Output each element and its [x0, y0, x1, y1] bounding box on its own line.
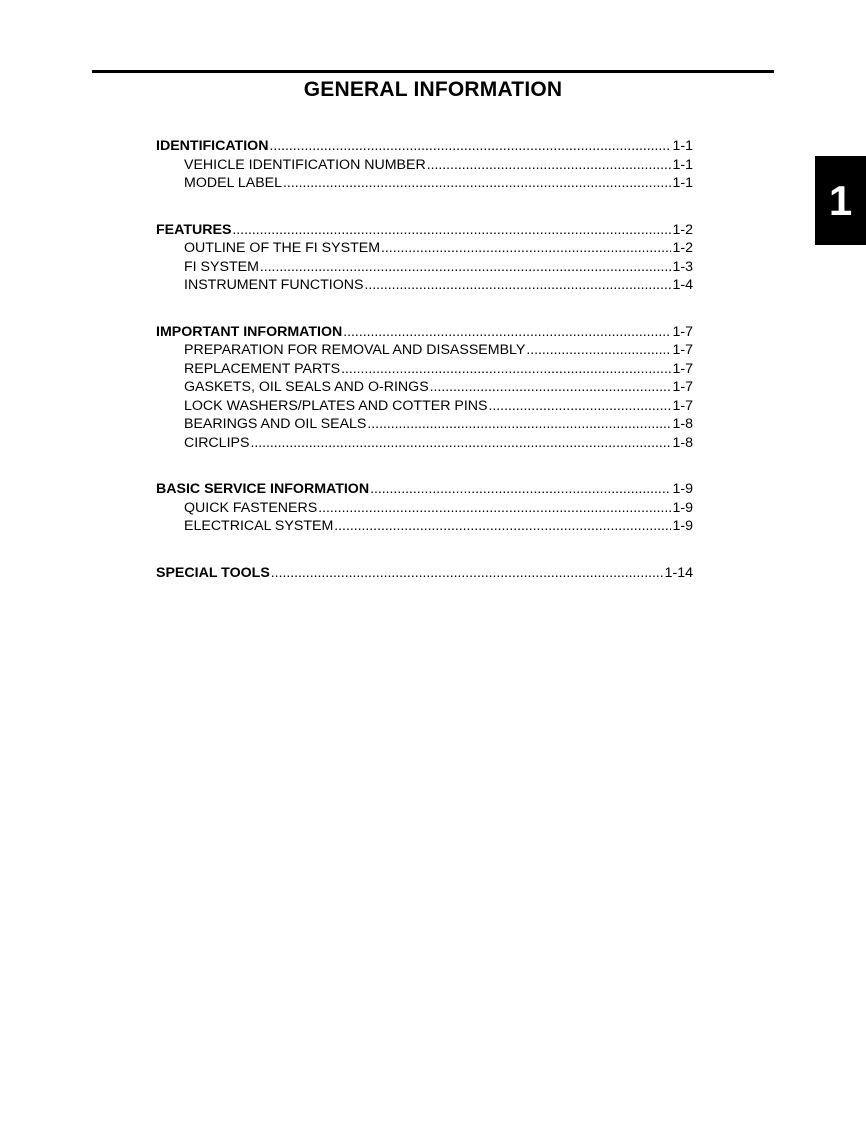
- toc-entry-basic-service-information[interactable]: [156, 479, 693, 498]
- toc-page-number: 1-4: [672, 277, 693, 293]
- toc-leader-dots: [341, 359, 671, 379]
- toc-leader-dots: [526, 340, 671, 360]
- toc-entry-title: INSTRUMENT FUNCTIONS: [184, 277, 364, 293]
- toc-entry-identification[interactable]: [156, 136, 693, 155]
- toc-page-number: 1-1: [672, 156, 693, 173]
- toc-page-number: 1-14: [664, 564, 693, 581]
- toc-entry-outline-of-fi-system[interactable]: [156, 238, 693, 257]
- toc-page-number: 1-7: [672, 360, 693, 377]
- toc-section-basic-service-information: [156, 479, 693, 535]
- toc-page-number: 1-7: [672, 323, 693, 340]
- chapter-tab: 1: [815, 156, 866, 245]
- toc-entry-instrument-functions[interactable]: [156, 275, 693, 294]
- toc-entry-preparation-for-removal[interactable]: [156, 340, 693, 359]
- toc-page-number: 1-7: [672, 397, 693, 414]
- table-of-contents: [156, 136, 693, 609]
- toc-leader-dots: [232, 220, 671, 240]
- toc-entry-model-label[interactable]: [156, 173, 693, 192]
- toc-entry-title: GASKETS, OIL SEALS AND O-RINGS: [184, 379, 429, 395]
- toc-entry-title: PREPARATION FOR REMOVAL AND DISASSEMBLY: [184, 342, 526, 358]
- toc-page-number: 1-7: [672, 379, 693, 395]
- toc-section-important-information: [156, 322, 693, 452]
- toc-entry-special-tools[interactable]: [156, 563, 693, 582]
- toc-leader-dots: [430, 377, 672, 397]
- toc-leader-dots: [271, 563, 664, 583]
- toc-page-number: 1-8: [672, 416, 693, 432]
- toc-page-number: 1-2: [672, 240, 693, 256]
- toc-leader-dots: [364, 275, 671, 295]
- header-rule: [92, 70, 774, 73]
- toc-page-number: 1-2: [672, 221, 693, 238]
- toc-entry-circlips[interactable]: [156, 433, 693, 452]
- toc-entry-title: LOCK WASHERS/PLATES AND COTTER PINS: [184, 397, 488, 414]
- toc-entry-title: CIRCLIPS: [184, 434, 250, 451]
- toc-entry-title: QUICK FASTENERS: [184, 499, 318, 516]
- toc-section-identification: [156, 136, 693, 192]
- toc-page-number: 1-1: [672, 138, 693, 154]
- toc-page-number: 1-9: [672, 499, 693, 516]
- toc-page-number: 1-7: [672, 342, 693, 358]
- toc-leader-dots: [370, 479, 671, 499]
- toc-entry-title: FI SYSTEM: [184, 258, 259, 275]
- toc-entry-lock-washers[interactable]: [156, 396, 693, 415]
- toc-page-number: 1-9: [672, 518, 693, 534]
- toc-entry-title: BEARINGS AND OIL SEALS: [184, 416, 367, 432]
- toc-leader-dots: [334, 516, 671, 536]
- toc-entry-title: FEATURES: [156, 221, 232, 238]
- page-title: GENERAL INFORMATION: [303, 78, 563, 101]
- toc-entry-electrical-system[interactable]: [156, 516, 693, 535]
- toc-entry-gaskets-oil-seals[interactable]: [156, 377, 693, 396]
- toc-leader-dots: [269, 136, 671, 156]
- toc-page-number: 1-1: [672, 175, 693, 191]
- toc-entry-replacement-parts[interactable]: [156, 359, 693, 378]
- toc-entry-title: SPECIAL TOOLS: [156, 564, 270, 581]
- toc-entry-title: ELECTRICAL SYSTEM: [184, 518, 334, 534]
- toc-leader-dots: [381, 238, 671, 258]
- toc-entry-title: MODEL LABEL: [184, 175, 283, 191]
- toc-section-features: [156, 220, 693, 294]
- toc-page-number: 1-9: [672, 481, 693, 497]
- toc-entry-features[interactable]: [156, 220, 693, 239]
- toc-entry-title: OUTLINE OF THE FI SYSTEM: [184, 240, 381, 256]
- toc-entry-important-information[interactable]: [156, 322, 693, 341]
- toc-entry-vehicle-identification-number[interactable]: [156, 155, 693, 174]
- toc-entry-bearings-oil-seals[interactable]: [156, 414, 693, 433]
- toc-page-number: 1-3: [672, 258, 693, 275]
- toc-entry-quick-fasteners[interactable]: [156, 498, 693, 517]
- toc-leader-dots: [343, 322, 671, 342]
- toc-entry-title: IMPORTANT INFORMATION: [156, 323, 343, 340]
- toc-entry-title: IDENTIFICATION: [156, 138, 269, 154]
- toc-page-number: 1-8: [672, 434, 693, 451]
- toc-leader-dots: [260, 257, 672, 277]
- toc-leader-dots: [318, 498, 671, 518]
- toc-leader-dots: [250, 433, 671, 453]
- toc-leader-dots: [427, 155, 672, 175]
- toc-leader-dots: [489, 396, 672, 416]
- toc-entry-title: BASIC SERVICE INFORMATION: [156, 481, 370, 497]
- toc-leader-dots: [283, 173, 671, 193]
- toc-leader-dots: [367, 414, 671, 434]
- toc-entry-title: VEHICLE IDENTIFICATION NUMBER: [184, 156, 426, 173]
- toc-entry-fi-system[interactable]: [156, 257, 693, 276]
- toc-entry-title: REPLACEMENT PARTS: [184, 360, 341, 377]
- toc-section-special-tools: [156, 563, 693, 582]
